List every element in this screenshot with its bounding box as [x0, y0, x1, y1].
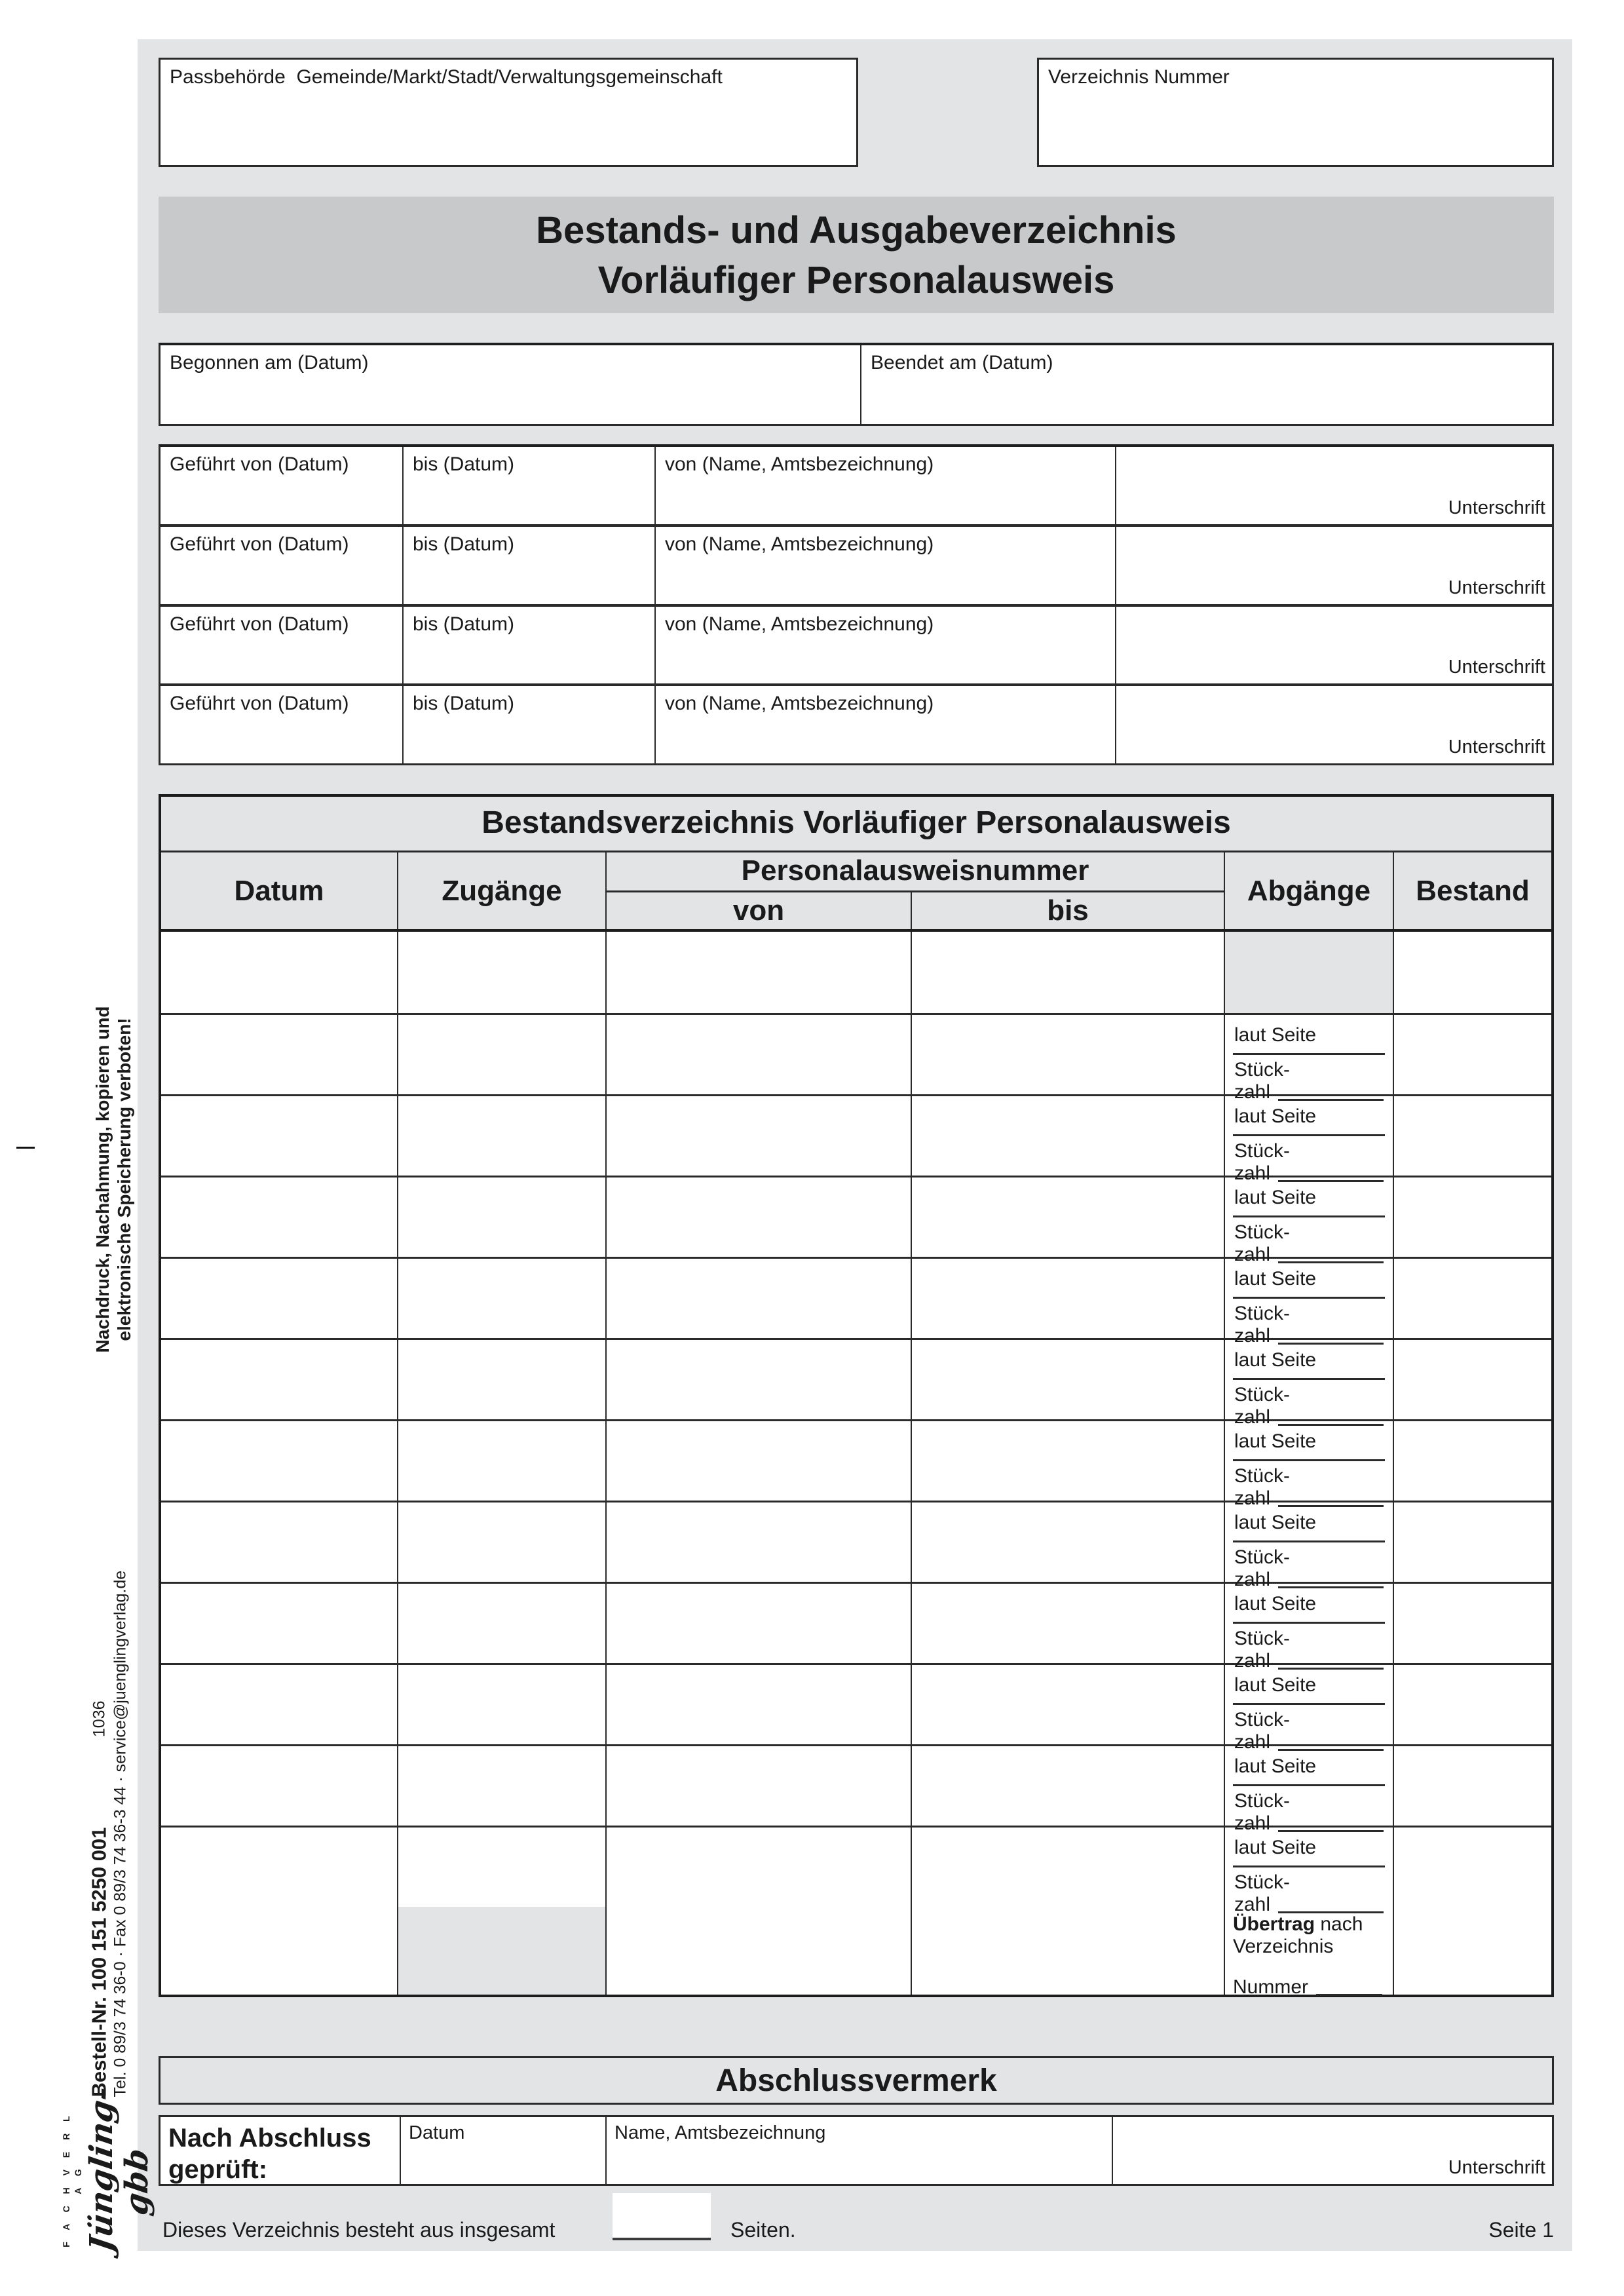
zugaenge-cell[interactable] — [398, 1584, 607, 1663]
abschluss-signature-field[interactable] — [1113, 2117, 1552, 2184]
nummer-bis-cell[interactable] — [912, 1259, 1225, 1338]
footer-total-pages-prefix: Dieses Verzeichnis besteht aus insgesamt — [162, 2218, 556, 2242]
passbehoerde-label: Passbehörde Gemeinde/Markt/Stadt/Verwaltungsgemeinschaft — [170, 66, 723, 88]
nummer-von-cell[interactable] — [607, 1096, 912, 1176]
datum-cell[interactable] — [161, 1340, 398, 1419]
begonnen-field[interactable] — [161, 345, 861, 424]
stueckzahl-label-line2: zahl — [1234, 1650, 1271, 1672]
order-number-label: Bestell-Nr. 100 151 5250 001 — [87, 1827, 111, 2097]
bestand-cell[interactable] — [1394, 932, 1551, 1013]
uebertrag-label-rest: nach — [1315, 1913, 1363, 1935]
bestand-cell[interactable] — [1394, 1096, 1551, 1176]
nummer-von-cell[interactable] — [607, 1259, 912, 1338]
form-title-line2: Vorläufiger Personalausweis — [597, 259, 1115, 301]
gefuehrt-von-datum-label: Geführt von (Datum) — [170, 453, 349, 475]
nummer-bis-cell[interactable] — [912, 1096, 1225, 1176]
uebertrag-label-line2: Verzeichnis — [1233, 1936, 1334, 1957]
uebertrag-nummer-fill-line[interactable] — [1316, 1978, 1382, 1996]
beendet-field[interactable] — [861, 345, 1552, 424]
nummer-bis-cell[interactable] — [912, 1665, 1225, 1744]
abgaenge-cell[interactable] — [1225, 1340, 1394, 1428]
abschluss-datum-field[interactable] — [401, 2117, 607, 2184]
geprueft-label-line2: geprüft: — [168, 2155, 268, 2184]
unterschrift-label: Unterschrift — [1448, 737, 1545, 757]
gefuehrt-name-label: von (Name, Amtsbezeichnung) — [665, 533, 934, 555]
gefuehrt-name-field[interactable] — [656, 527, 1116, 604]
laut-seite-label: laut Seite — [1233, 1022, 1385, 1055]
gefuehrt-von-datum-field[interactable] — [161, 527, 404, 604]
stueckzahl-label-line2: zahl — [1234, 1812, 1271, 1834]
geprueft-label-line1: Nach Abschluss — [168, 2124, 371, 2152]
nummer-von-cell[interactable] — [607, 1177, 912, 1257]
abgaenge-cell[interactable] — [1225, 1827, 1394, 1915]
nummer-bis-cell[interactable] — [912, 1907, 1225, 1995]
nummer-bis-cell[interactable] — [912, 1421, 1225, 1501]
publisher-logo-name: Jüngling-gbb — [83, 2084, 155, 2255]
zugaenge-cell[interactable] — [398, 1421, 607, 1501]
nummer-bis-cell[interactable] — [912, 1827, 1225, 1907]
datum-cell[interactable] — [161, 1502, 398, 1582]
zugaenge-cell[interactable] — [398, 1177, 607, 1257]
beendet-label: Beendet am (Datum) — [871, 352, 1053, 373]
abgaenge-cell[interactable] — [1225, 1177, 1394, 1265]
nummer-bis-cell[interactable] — [912, 932, 1225, 1013]
bestand-cell[interactable] — [1394, 1177, 1551, 1257]
order-info — [87, 1570, 130, 2097]
zugaenge-cell[interactable] — [398, 1340, 607, 1419]
laut-seite-label: laut Seite — [1233, 1265, 1385, 1299]
zugaenge-cell[interactable] — [398, 1827, 607, 1907]
copyright-line2: elektronische Speicherung verboten! — [114, 1018, 134, 1341]
gefuehrt-von-datum-label: Geführt von (Datum) — [170, 693, 349, 715]
stueckzahl-label-line1: Stück- — [1234, 1546, 1291, 1568]
datum-cell[interactable] — [161, 1421, 398, 1501]
gefuehrt-bis-datum-field[interactable] — [404, 447, 656, 524]
gefuehrt-von-datum-label: Geführt von (Datum) — [170, 533, 349, 555]
col-header-abgaenge: Abgänge — [1225, 852, 1394, 929]
unterschrift-label: Unterschrift — [1448, 2157, 1545, 2178]
stueckzahl-label-line1: Stück- — [1234, 1059, 1291, 1081]
zugaenge-cell-shaded — [398, 1907, 607, 1995]
nummer-von-cell[interactable] — [607, 1827, 912, 1907]
stueckzahl-label-line2: zahl — [1234, 1731, 1271, 1753]
bestand-cell[interactable] — [1394, 1827, 1551, 1907]
zugaenge-cell[interactable] — [398, 1502, 607, 1582]
stueckzahl-label-line2: zahl — [1234, 1487, 1271, 1509]
laut-seite-label: laut Seite — [1233, 1672, 1385, 1705]
col-header-datum: Datum — [161, 852, 398, 929]
gefuehrt-signature-field[interactable] — [1116, 686, 1552, 763]
gefuehrt-bis-datum-field[interactable] — [404, 607, 656, 684]
bestand-cell[interactable] — [1394, 1665, 1551, 1744]
gefuehrt-bis-datum-label: bis (Datum) — [413, 533, 515, 555]
passbehoerde-box[interactable] — [159, 58, 858, 167]
gefuehrt-name-label: von (Name, Amtsbezeichnung) — [665, 693, 934, 715]
gefuehrt-name-field[interactable] — [656, 607, 1116, 684]
table-row-stock — [161, 1094, 1551, 1184]
bestand-cell[interactable] — [1394, 1502, 1551, 1582]
stueckzahl-label-line1: Stück- — [1234, 1384, 1291, 1406]
verzeichnis-nummer-box[interactable] — [1037, 58, 1554, 167]
gefuehrt-bis-datum-label: bis (Datum) — [413, 693, 515, 715]
datum-cell[interactable] — [161, 1015, 398, 1094]
datum-cell[interactable] — [161, 932, 398, 1013]
gefuehrt-bis-datum-label: bis (Datum) — [413, 453, 515, 475]
gefuehrt-name-field[interactable] — [656, 686, 1116, 763]
gefuehrt-row — [161, 683, 1552, 763]
abschlussvermerk-banner: Abschlussvermerk — [159, 2056, 1554, 2105]
laut-seite-label: laut Seite — [1233, 1184, 1385, 1217]
begonnen-label: Begonnen am (Datum) — [170, 352, 369, 373]
laut-seite-label: laut Seite — [1233, 1103, 1385, 1136]
copyright-line1: Nachdruck, Nachahmung, kopieren und — [92, 1006, 113, 1353]
table-row-stock — [161, 1419, 1551, 1509]
stueckzahl-label-line2: zahl — [1234, 1081, 1271, 1103]
nummer-von-cell[interactable] — [607, 1746, 912, 1826]
gefuehrt-bis-datum-field[interactable] — [404, 527, 656, 604]
table-row-first — [161, 932, 1551, 1013]
laut-seite-label: laut Seite — [1233, 1509, 1385, 1542]
zugaenge-cell[interactable] — [398, 1015, 607, 1094]
table-row-stock — [161, 1501, 1551, 1590]
nummer-bis-cell[interactable] — [912, 1340, 1225, 1419]
col-header-von: von — [607, 892, 912, 929]
datum-cell[interactable] — [161, 1827, 398, 1907]
form-title-line1: Bestands- und Ausgabeverzeichnis — [536, 209, 1177, 252]
period-row — [159, 343, 1554, 426]
stueckzahl-label-line2: zahl — [1234, 1406, 1271, 1428]
laut-seite-label: laut Seite — [1233, 1347, 1385, 1380]
stueckzahl-label-line1: Stück- — [1234, 1628, 1291, 1649]
uebertrag-label-bold: Übertrag — [1233, 1913, 1315, 1935]
datum-cell[interactable] — [161, 1177, 398, 1257]
bestand-cell[interactable] — [1394, 1340, 1551, 1419]
abgaenge-cell[interactable] — [1225, 1584, 1394, 1672]
bestand-cell[interactable] — [1394, 1015, 1551, 1094]
zugaenge-cell[interactable] — [398, 1096, 607, 1176]
abgaenge-cell[interactable] — [1225, 1015, 1394, 1103]
col-header-zugaenge: Zugänge — [398, 852, 607, 929]
gefuehrt-signature-field[interactable] — [1116, 607, 1552, 684]
laut-seite-label: laut Seite — [1233, 1834, 1385, 1867]
abgaenge-cell[interactable] — [1225, 1096, 1394, 1184]
gefuehrt-von-datum-field[interactable] — [161, 607, 404, 684]
abschluss-name-label: Name, Amtsbezeichnung — [614, 2122, 826, 2143]
abschluss-name-field[interactable] — [607, 2117, 1113, 2184]
table-row-stock — [161, 1338, 1551, 1428]
laut-seite-label: laut Seite — [1233, 1428, 1385, 1461]
fold-mark — [16, 1147, 35, 1149]
gefuehrt-name-label: von (Name, Amtsbezeichnung) — [665, 453, 934, 475]
nummer-bis-cell[interactable] — [912, 1177, 1225, 1257]
unterschrift-label: Unterschrift — [1448, 497, 1545, 518]
nummer-von-cell[interactable] — [607, 1907, 912, 1995]
datum-cell[interactable] — [161, 1665, 398, 1744]
gefuehrt-von-datum-label: Geführt von (Datum) — [170, 613, 349, 635]
bestandsverzeichnis-banner: Bestandsverzeichnis Vorläufiger Personalausweis — [161, 797, 1551, 852]
table-row-stock — [161, 1744, 1551, 1834]
gefuehrt-von-datum-field[interactable] — [161, 686, 404, 763]
unterschrift-label: Unterschrift — [1448, 657, 1545, 678]
gefuehrt-row — [161, 604, 1552, 684]
abschluss-row — [159, 2115, 1554, 2186]
gefuehrt-signature-field[interactable] — [1116, 527, 1552, 604]
nummer-von-cell[interactable] — [607, 1584, 912, 1663]
abgaenge-cell[interactable] — [1225, 1502, 1394, 1590]
stueckzahl-label-line1: Stück- — [1234, 1221, 1291, 1243]
form-title-banner — [159, 197, 1554, 313]
abgaenge-cell[interactable] — [1225, 1746, 1394, 1834]
bestandsverzeichnis-table — [159, 794, 1554, 1997]
table-row-uebertrag — [161, 1907, 1551, 1998]
table-row-stock — [161, 1663, 1551, 1753]
abgaenge-cell[interactable] — [1225, 1421, 1394, 1509]
gefuehrt-row — [161, 447, 1552, 524]
laut-seite-label: laut Seite — [1233, 1590, 1385, 1624]
bestand-cell[interactable] — [1394, 1421, 1551, 1501]
gefuehrt-name-label: von (Name, Amtsbezeichnung) — [665, 613, 934, 635]
bestand-cell[interactable] — [1394, 1259, 1551, 1338]
stueckzahl-label-line2: zahl — [1234, 1162, 1271, 1184]
zugaenge-cell[interactable] — [398, 932, 607, 1013]
datum-cell[interactable] — [161, 1096, 398, 1176]
stueckzahl-label-line1: Stück- — [1234, 1790, 1291, 1812]
stueckzahl-label-line1: Stück- — [1234, 1709, 1291, 1731]
stueckzahl-label-line1: Stück- — [1234, 1140, 1291, 1162]
stueckzahl-label-line2: zahl — [1234, 1894, 1271, 1915]
col-header-personalausweisnummer: Personalausweisnummer — [607, 852, 1224, 892]
uebertrag-nummer-label: Nummer — [1233, 1976, 1309, 1998]
gefuehrt-von-datum-field[interactable] — [161, 447, 404, 524]
datum-cell[interactable] — [161, 1746, 398, 1826]
nummer-von-cell[interactable] — [607, 1665, 912, 1744]
gefuehrt-row — [161, 524, 1552, 604]
zugaenge-cell[interactable] — [398, 1746, 607, 1826]
nummer-bis-cell[interactable] — [912, 1502, 1225, 1582]
zugaenge-cell[interactable] — [398, 1665, 607, 1744]
geprueft-cell — [161, 2117, 401, 2184]
datum-cell[interactable] — [161, 1259, 398, 1338]
stueckzahl-label-line1: Stück- — [1234, 1871, 1291, 1893]
stueckzahl-label-line2: zahl — [1234, 1325, 1271, 1347]
publisher-logo-small-text: F A C H V E R L A G — [61, 2111, 83, 2248]
stueckzahl-label-line1: Stück- — [1234, 1465, 1291, 1487]
form-number: 1036 — [90, 1700, 109, 1738]
nummer-bis-cell[interactable] — [912, 1015, 1225, 1094]
laut-seite-label: laut Seite — [1233, 1753, 1385, 1786]
nummer-von-cell[interactable] — [607, 1421, 912, 1501]
bestand-cell[interactable] — [1394, 1746, 1551, 1826]
abschluss-datum-label: Datum — [409, 2122, 465, 2143]
gefuehrt-bis-datum-label: bis (Datum) — [413, 613, 515, 635]
copyright-notice — [92, 980, 135, 1379]
gefuehrt-table — [159, 444, 1554, 765]
table-row-stock — [161, 1582, 1551, 1672]
publisher-logo — [60, 2084, 155, 2255]
nummer-von-cell[interactable] — [607, 1340, 912, 1419]
table-row-stock — [161, 1826, 1551, 1915]
nummer-von-cell[interactable] — [607, 932, 912, 1013]
footer-total-pages-suffix: Seiten. — [730, 2218, 796, 2242]
bestand-cell[interactable] — [1394, 1584, 1551, 1663]
table-header-row — [161, 852, 1551, 932]
verzeichnis-nummer-label: Verzeichnis Nummer — [1048, 66, 1230, 88]
datum-cell[interactable] — [161, 1584, 398, 1663]
gefuehrt-name-field[interactable] — [656, 447, 1116, 524]
page-number: Seite 1 — [1488, 2218, 1554, 2242]
gefuehrt-signature-field[interactable] — [1116, 447, 1552, 524]
abgaenge-cell[interactable] — [1225, 1259, 1394, 1347]
abgaenge-cell[interactable] — [1225, 1665, 1394, 1753]
publisher-contact: Tel. 0 89/3 74 36-0 · Fax 0 89/3 74 36-3 44 · service@juenglingverlag.de — [111, 1570, 130, 2097]
nummer-von-cell[interactable] — [607, 1502, 912, 1582]
stueckzahl-label-line1: Stück- — [1234, 1303, 1291, 1324]
stueckzahl-label-line2: zahl — [1234, 1244, 1271, 1265]
zugaenge-cell[interactable] — [398, 1259, 607, 1338]
uebertrag-cell[interactable] — [1225, 1907, 1394, 1998]
stueckzahl-label-line2: zahl — [1234, 1569, 1271, 1590]
nummer-bis-cell[interactable] — [912, 1746, 1225, 1826]
table-row-stock — [161, 1176, 1551, 1265]
col-header-bis: bis — [1047, 894, 1089, 927]
total-pages-input[interactable] — [613, 2193, 711, 2240]
nummer-bis-cell[interactable] — [912, 1584, 1225, 1663]
nummer-von-cell[interactable] — [607, 1015, 912, 1094]
abgaenge-cell-shaded — [1225, 932, 1394, 1013]
unterschrift-label: Unterschrift — [1448, 577, 1545, 598]
gefuehrt-bis-datum-field[interactable] — [404, 686, 656, 763]
table-row-stock — [161, 1013, 1551, 1103]
bestand-cell[interactable] — [1394, 1907, 1551, 1995]
datum-cell[interactable] — [161, 1907, 398, 1995]
table-row-stock — [161, 1257, 1551, 1347]
col-header-bestand: Bestand — [1416, 875, 1530, 907]
